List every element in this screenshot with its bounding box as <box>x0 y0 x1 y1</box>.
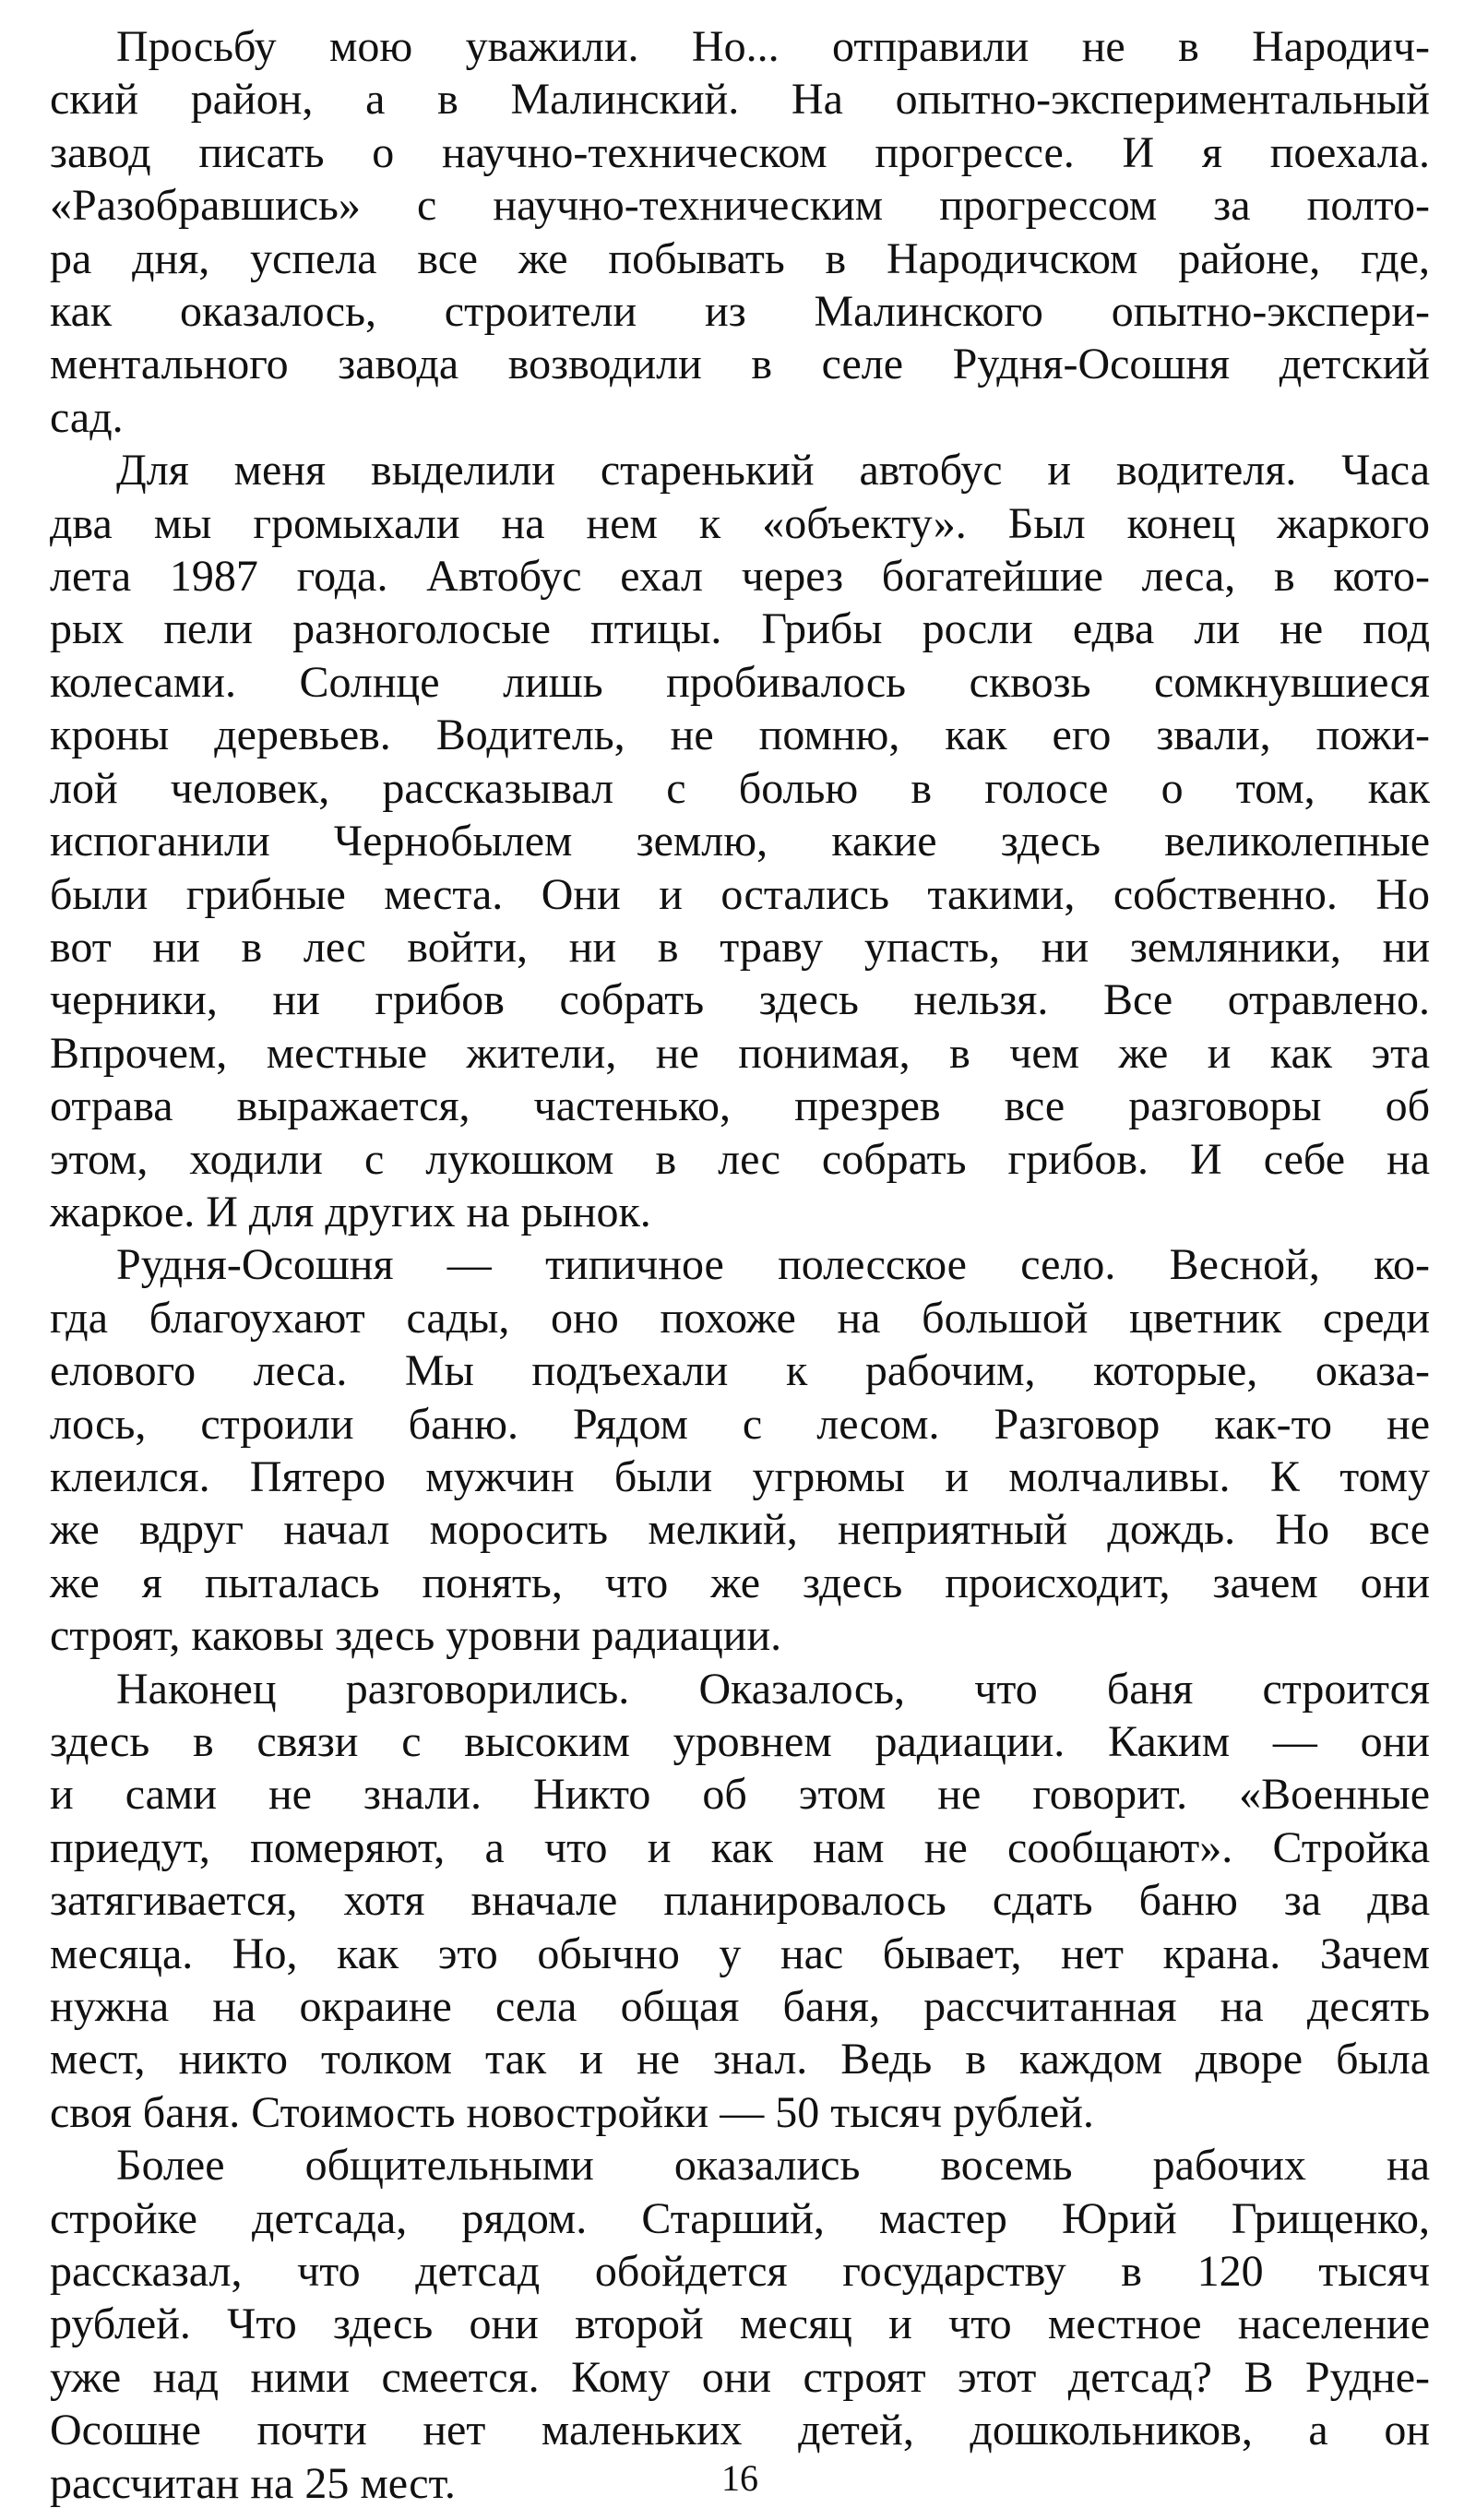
text-line: два мы громыхали на нем к «объекту». Был конец жаркого <box>50 498 1430 548</box>
text-line: черники, ни грибов собрать здесь нельзя. Все отравлено. <box>50 975 1430 1025</box>
text-line: испоганили Чернобылем землю, какие здесь великолепные <box>50 817 1430 866</box>
text-line: ментального завода возводили в селе Рудня-Осошня детский <box>50 340 1430 389</box>
text-line: Для меня выделили старенький автобус и водителя. Часа <box>116 446 1430 496</box>
text-line: сад. <box>50 392 124 442</box>
text-line: ра дня, успела все же побывать в Народичском районе, где, <box>50 233 1430 283</box>
text-line: рассказал, что детсад обойдется государству в 120 тысяч <box>50 2247 1430 2297</box>
text-line: Просьбу мою уважили. Но... отправили не в Народич- <box>116 22 1430 71</box>
text-line: затягивается, хотя вначале планировалось сдать баню за два <box>50 1876 1430 1926</box>
text-line: и сами не знали. Никто об этом не говорит. «Военные <box>50 1770 1430 1820</box>
paragraph <box>50 1663 1430 2140</box>
text-line: лой человек, рассказывал с болью в голосе о том, как <box>50 763 1430 813</box>
text-line: рублей. Что здесь они второй месяц и что местное население <box>50 2299 1430 2349</box>
paragraph <box>50 20 1430 444</box>
paragraph <box>50 1238 1430 1662</box>
text-line: гда благоухают сады, оно похоже на большой цветник среди <box>50 1293 1430 1343</box>
text-line: Более общительными оказались восемь рабочих на <box>116 2141 1430 2191</box>
text-line: «Разобравшись» с научно-техническим прогрессом за полто- <box>50 181 1430 231</box>
text-line: Наконец разговорились. Оказалось, что баня строится <box>116 1664 1430 1714</box>
text-line: кроны деревьев. Водитель, не помню, как его звали, пожи- <box>50 711 1430 760</box>
text-line: лось, строили баню. Рядом с лесом. Разговор как-то не <box>50 1399 1430 1449</box>
text-line: же я пыталась понять, что же здесь происходит, зачем они <box>50 1558 1430 1607</box>
text-line: здесь в связи с высоким уровнем радиации. Каким — они <box>50 1717 1430 1766</box>
text-line: приедут, померяют, а что и как нам не сообщают». Стройка <box>50 1822 1430 1872</box>
text-line: клеился. Пятеро мужчин были угрюмы и молчаливы. К тому <box>50 1451 1430 1501</box>
text-line: колесами. Солнце лишь пробивалось сквозь сомкнувшиеся <box>50 657 1430 707</box>
paragraph <box>50 2139 1430 2510</box>
text-line: лета 1987 года. Автобус ехал через богатейшие леса, в кото- <box>50 552 1430 602</box>
text-line: были грибные места. Они и остались такими, собственно. Но <box>50 869 1430 919</box>
text-line: своя баня. Стоимость новостройки — 50 тысяч рублей. <box>50 2087 1094 2137</box>
text-line: Осошне почти нет маленьких детей, дошкольников, а он <box>50 2406 1430 2455</box>
text-line: вот ни в лес войти, ни в траву упасть, ни земляники, ни <box>50 922 1430 972</box>
text-line: месяца. Но, как это обычно у нас бывает, нет крана. Зачем <box>50 1929 1430 1978</box>
text-line: Рудня-Осошня — типичное полесское село. Весной, ко- <box>116 1240 1430 1290</box>
text-line: ский район, а в Малинский. На опытно-экспериментальный <box>50 75 1430 125</box>
text-line: мест, никто толком так и не знал. Ведь в каждом дворе была <box>50 2035 1430 2084</box>
text-line: этом, ходили с лукошком в лес собрать грибов. И себе на <box>50 1134 1430 1184</box>
text-line: строят, каковы здесь уровни радиации. <box>50 1611 782 1661</box>
text-line: рых пели разноголосые птицы. Грибы росли едва ли не под <box>50 604 1430 654</box>
text-line: как оказалось, строители из Малинского опытно-экспери- <box>50 287 1430 337</box>
paragraph <box>50 444 1430 1238</box>
text-line: отрава выражается, частенько, презрев все разговоры об <box>50 1081 1430 1131</box>
text-line: елового леса. Мы подъехали к рабочим, которые, оказа- <box>50 1346 1430 1396</box>
book-page <box>50 20 1430 2508</box>
text-line: стройке детсада, рядом. Старший, мастер Юрий Грищенко, <box>50 2193 1430 2243</box>
text-line: же вдруг начал моросить мелкий, неприятный дождь. Но все <box>50 1505 1430 1555</box>
text-line: уже над ними смеется. Кому они строят этот детсад? В Рудне- <box>50 2352 1430 2402</box>
text-line: Впрочем, местные жители, не понимая, в чем же и как эта <box>50 1028 1430 1078</box>
text-line: завод писать о научно-техническом прогрессе. И я поехала. <box>50 127 1430 177</box>
page-body-text <box>50 20 1430 2510</box>
text-line: жаркое. И для других на рынок. <box>50 1187 651 1236</box>
text-line: нужна на окраине села общая баня, рассчитанная на десять <box>50 1982 1430 2032</box>
page-number: 16 <box>721 2457 758 2499</box>
text-line: рассчитан на 25 мест. <box>50 2458 456 2508</box>
